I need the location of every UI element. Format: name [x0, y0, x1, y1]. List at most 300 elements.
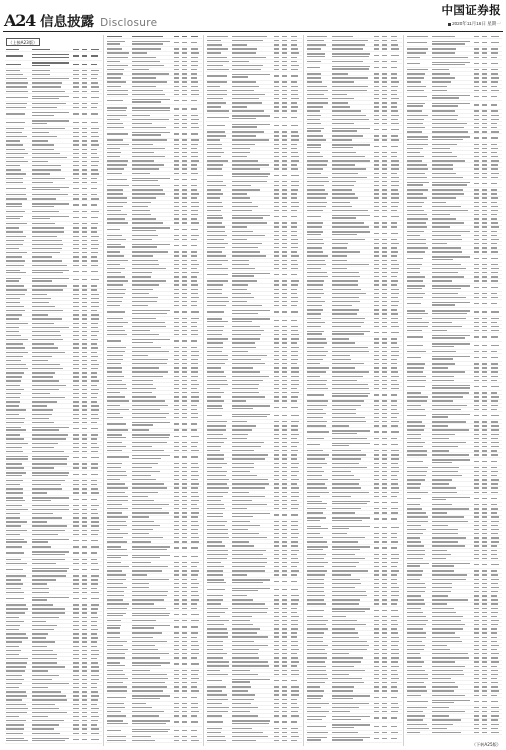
- table-cell: [231, 308, 272, 315]
- table-cell: [72, 380, 81, 383]
- table-cell: [131, 544, 172, 551]
- illegible-text: [291, 268, 299, 269]
- table-cell: [131, 536, 172, 539]
- table-row: [5, 736, 102, 744]
- illegible-text: [107, 533, 129, 534]
- table-cell: [173, 151, 182, 154]
- table-cell: [206, 540, 232, 543]
- table-cell: [81, 355, 90, 358]
- illegible-text: [274, 384, 279, 385]
- table-cell: [173, 727, 182, 734]
- illegible-text: [32, 513, 53, 514]
- table-cell: [131, 56, 172, 59]
- table-cell: [5, 620, 31, 623]
- table-cell: [190, 445, 202, 448]
- illegible-text: [282, 359, 287, 360]
- illegible-text: [73, 629, 78, 630]
- table-cell: [190, 288, 202, 291]
- table-cell: [273, 213, 282, 220]
- illegible-text: [82, 372, 87, 373]
- table-cell: [5, 670, 31, 673]
- table-cell: [131, 681, 172, 684]
- illegible-text: [132, 330, 150, 331]
- table-cell: [72, 400, 81, 403]
- table-cell: [81, 566, 90, 573]
- illegible-text: [82, 650, 87, 651]
- illegible-text: [191, 392, 199, 393]
- illegible-text: [174, 591, 179, 592]
- table-cell: [106, 362, 132, 365]
- illegible-text: [107, 305, 121, 306]
- table-cell: [81, 160, 90, 163]
- illegible-text: [191, 359, 198, 360]
- illegible-text: [82, 499, 87, 500]
- table-cell: [273, 404, 282, 411]
- illegible-text: [291, 479, 299, 480]
- table-cell: [5, 479, 31, 482]
- table-cell: [81, 409, 90, 412]
- illegible-text: [191, 525, 199, 526]
- table-cell: [5, 487, 31, 490]
- illegible-text: [82, 231, 87, 232]
- illegible-text: [82, 188, 87, 189]
- illegible-text: [174, 632, 179, 633]
- illegible-text: [207, 40, 222, 41]
- illegible-text: [32, 393, 50, 394]
- table-cell: [5, 172, 31, 175]
- illegible-text: [82, 217, 87, 218]
- table-cell: [131, 288, 172, 291]
- table-cell: [206, 387, 232, 390]
- illegible-text: [107, 574, 127, 575]
- table-cell: [281, 143, 290, 146]
- table-cell: [173, 574, 182, 577]
- illegible-text: [73, 474, 78, 475]
- illegible-text: [6, 149, 26, 150]
- table-cell: [31, 425, 73, 432]
- illegible-text: [282, 487, 287, 488]
- illegible-text: [182, 119, 187, 120]
- table-cell: [206, 308, 232, 315]
- illegible-text: [132, 280, 165, 281]
- table-cell: [72, 595, 81, 602]
- table-cell: [173, 89, 182, 92]
- illegible-text: [6, 525, 22, 526]
- illegible-text: [182, 144, 187, 145]
- illegible-text: [73, 583, 78, 584]
- table-cell: [206, 528, 232, 531]
- illegible-text: [107, 264, 120, 265]
- illegible-text: [182, 570, 187, 571]
- table-cell: [81, 703, 90, 706]
- illegible-text: [73, 716, 78, 717]
- illegible-text: [274, 305, 279, 306]
- table-cell: [181, 739, 190, 742]
- illegible-text: [207, 355, 228, 356]
- table-cell: [90, 359, 102, 362]
- table-cell: [281, 594, 290, 597]
- table-cell: [273, 627, 282, 630]
- table-row: [5, 110, 102, 118]
- table-cell: [290, 557, 302, 560]
- illegible-text: [291, 454, 297, 455]
- illegible-text: [91, 128, 99, 129]
- illegible-text: [232, 305, 261, 306]
- illegible-text: [282, 407, 287, 408]
- illegible-text: [274, 657, 279, 658]
- illegible-text: [174, 721, 179, 722]
- table-cell: [273, 648, 282, 651]
- table-row: [5, 119, 102, 127]
- table-cell: [81, 719, 90, 722]
- table-cell: [90, 516, 102, 519]
- illegible-text: [274, 392, 279, 393]
- illegible-text: [174, 740, 179, 741]
- table-cell: [290, 271, 302, 278]
- table-cell: [190, 85, 202, 88]
- illegible-text: [274, 264, 279, 265]
- table-cell: [72, 193, 81, 196]
- illegible-text: [182, 697, 187, 698]
- illegible-text: [73, 49, 78, 50]
- table-cell: [131, 114, 172, 117]
- illegible-text: [182, 260, 187, 261]
- illegible-text: [32, 347, 59, 348]
- illegible-text: [174, 305, 179, 306]
- illegible-text: [32, 579, 57, 580]
- illegible-text: [32, 65, 51, 66]
- illegible-text: [32, 422, 55, 423]
- table-cell: [190, 590, 202, 593]
- table-row: [5, 549, 102, 557]
- illegible-text: [274, 566, 279, 567]
- table-cell: [290, 578, 302, 585]
- illegible-text: [6, 248, 19, 249]
- illegible-text: [232, 48, 256, 49]
- table-cell: [81, 549, 90, 556]
- table-cell: [72, 549, 81, 556]
- table-cell: [106, 429, 132, 432]
- illegible-text: [207, 110, 229, 111]
- table-cell: [281, 130, 290, 133]
- table-cell: [181, 151, 190, 154]
- table-cell: [81, 512, 90, 515]
- illegible-text: [191, 108, 197, 109]
- illegible-text: [282, 222, 287, 223]
- illegible-text: [182, 100, 187, 101]
- table-cell: [31, 119, 73, 126]
- table-cell: [106, 735, 132, 738]
- table-cell: [131, 35, 172, 38]
- table-cell: [173, 594, 182, 597]
- table-cell: [131, 660, 172, 667]
- illegible-text: [32, 98, 59, 99]
- illegible-text: [82, 265, 87, 266]
- illegible-text: [191, 330, 198, 331]
- illegible-text: [174, 670, 179, 671]
- table-cell: [281, 631, 290, 634]
- illegible-text: [91, 178, 97, 179]
- table-cell: [106, 263, 132, 266]
- illegible-text: [232, 86, 258, 87]
- table-cell: [90, 512, 102, 515]
- illegible-text: [291, 487, 299, 488]
- illegible-text: [73, 204, 78, 205]
- illegible-text: [182, 69, 187, 70]
- table-cell: [231, 255, 272, 258]
- table-cell: [106, 590, 132, 593]
- table-cell: [106, 532, 132, 535]
- table-cell: [31, 144, 73, 147]
- table-cell: [231, 371, 272, 374]
- illegible-text: [82, 252, 87, 253]
- page-number: A24: [4, 11, 36, 30]
- table-row: [106, 226, 202, 234]
- illegible-text: [182, 173, 187, 174]
- table-row: [206, 412, 302, 420]
- illegible-text: [191, 574, 198, 575]
- illegible-text: [107, 686, 127, 687]
- table-cell: [173, 536, 182, 539]
- illegible-text: [282, 197, 287, 198]
- illegible-text: [207, 641, 223, 642]
- illegible-text: [82, 418, 87, 419]
- table-cell: [273, 284, 282, 287]
- illegible-text: [191, 467, 199, 468]
- table-cell: [273, 631, 282, 634]
- table-cell: [131, 130, 172, 137]
- illegible-text: [107, 280, 129, 281]
- table-cell: [181, 130, 190, 137]
- illegible-text: [107, 678, 128, 679]
- illegible-text: [91, 588, 97, 589]
- illegible-text: [6, 280, 20, 281]
- table-cell: [290, 205, 302, 208]
- table-cell: [90, 102, 102, 105]
- table-cell: [106, 453, 132, 460]
- table-cell: [181, 520, 190, 523]
- illegible-text: [82, 569, 87, 570]
- illegible-text: [232, 467, 253, 468]
- table-cell: [190, 611, 202, 618]
- illegible-text: [232, 69, 261, 70]
- illegible-text: [6, 716, 19, 717]
- table-cell: [31, 127, 73, 130]
- table-cell: [90, 90, 102, 93]
- table-cell: [31, 454, 73, 461]
- illegible-text: [107, 516, 129, 517]
- illegible-text: [73, 306, 78, 307]
- table-cell: [106, 503, 132, 506]
- illegible-text: [107, 512, 122, 513]
- illegible-text: [73, 633, 78, 634]
- illegible-text: [73, 169, 78, 170]
- illegible-text: [82, 211, 87, 212]
- illegible-text: [132, 235, 157, 236]
- table-cell: [81, 578, 90, 581]
- illegible-text: [82, 256, 87, 257]
- table-cell: [173, 188, 182, 191]
- illegible-text: [232, 434, 248, 435]
- illegible-text: [91, 467, 98, 468]
- table-cell: [181, 623, 190, 630]
- table-cell: [231, 689, 272, 692]
- table-cell: [231, 677, 272, 684]
- illegible-text: [6, 637, 29, 638]
- illegible-text: [82, 720, 87, 721]
- illegible-text: [274, 479, 279, 480]
- table-cell: [173, 470, 182, 473]
- illegible-text: [132, 413, 169, 414]
- table-cell: [181, 611, 190, 618]
- table-cell: [181, 735, 190, 738]
- table-cell: [206, 89, 232, 92]
- table-cell: [290, 284, 302, 287]
- illegible-text: [6, 563, 28, 564]
- table-cell: [290, 155, 302, 158]
- table-cell: [173, 114, 182, 117]
- illegible-text: [207, 297, 228, 298]
- table-cell: [273, 511, 282, 518]
- illegible-text: [91, 534, 99, 535]
- illegible-text: [32, 480, 66, 481]
- illegible-text: [73, 393, 78, 394]
- table-cell: [281, 503, 290, 506]
- table-cell: [231, 557, 272, 560]
- table-cell: [5, 334, 31, 337]
- table-cell: [281, 238, 290, 241]
- illegible-text: [191, 388, 197, 389]
- illegible-text: [107, 413, 120, 414]
- table-cell: [131, 379, 172, 382]
- table-cell: [5, 728, 31, 731]
- table-cell: [173, 466, 182, 469]
- illegible-text: [91, 240, 98, 241]
- illegible-text: [232, 392, 259, 393]
- illegible-text: [232, 454, 267, 455]
- illegible-text: [291, 690, 299, 691]
- illegible-text: [107, 632, 121, 633]
- table-cell: [190, 304, 202, 307]
- illegible-text: [291, 260, 298, 261]
- illegible-text: [73, 728, 78, 729]
- table-cell: [281, 607, 290, 610]
- table-cell: [131, 528, 172, 531]
- table-cell: [81, 707, 90, 710]
- illegible-text: [232, 275, 253, 276]
- table-cell: [173, 383, 182, 386]
- table-cell: [290, 221, 302, 224]
- table-cell: [90, 529, 102, 532]
- table-cell: [106, 412, 132, 415]
- table-cell: [273, 93, 282, 96]
- illegible-text: [182, 73, 187, 74]
- illegible-text: [107, 591, 125, 592]
- illegible-text: [174, 214, 179, 215]
- illegible-text: [107, 41, 125, 42]
- illegible-text: [32, 153, 60, 154]
- illegible-text: [282, 131, 287, 132]
- illegible-text: [182, 574, 187, 575]
- illegible-text: [132, 583, 148, 584]
- table-cell: [90, 255, 102, 258]
- illegible-text: [6, 434, 21, 435]
- table-cell: [206, 366, 232, 369]
- illegible-text: [91, 397, 97, 398]
- illegible-text: [207, 44, 223, 45]
- illegible-text: [91, 650, 99, 651]
- table-cell: [181, 126, 190, 129]
- illegible-text: [274, 102, 279, 103]
- table-cell: [81, 127, 90, 130]
- illegible-text: [174, 423, 179, 424]
- illegible-text: [32, 227, 65, 228]
- table-cell: [290, 122, 302, 129]
- table-cell: [231, 325, 272, 328]
- table-cell: [231, 404, 272, 411]
- illegible-text: [6, 385, 20, 386]
- illegible-text: [73, 173, 78, 174]
- illegible-text: [191, 529, 198, 530]
- table-cell: [181, 491, 190, 494]
- illegible-text: [282, 280, 287, 281]
- illegible-text: [32, 211, 60, 212]
- illegible-text: [182, 429, 187, 430]
- table-cell: [231, 565, 272, 568]
- illegible-text: [132, 715, 159, 716]
- table-cell: [173, 640, 182, 643]
- illegible-text: [82, 223, 87, 224]
- illegible-text: [82, 683, 87, 684]
- table-cell: [290, 333, 302, 336]
- illegible-text: [191, 119, 199, 120]
- table-cell: [31, 367, 73, 370]
- table-cell: [5, 558, 31, 561]
- table-cell: [31, 334, 73, 337]
- table-cell: [31, 164, 73, 167]
- table-cell: [273, 561, 282, 564]
- illegible-text: [274, 367, 279, 368]
- table-cell: [173, 652, 182, 655]
- table-cell: [290, 234, 302, 237]
- illegible-text: [207, 351, 223, 352]
- illegible-text: [207, 347, 223, 348]
- illegible-text: [282, 106, 287, 107]
- table-cell: [131, 234, 172, 237]
- table-cell: [106, 238, 132, 241]
- illegible-text: [82, 525, 87, 526]
- table-cell: [90, 645, 102, 648]
- illegible-text: [73, 285, 78, 286]
- illegible-text: [207, 513, 223, 514]
- table-cell: [90, 483, 102, 486]
- illegible-text: [73, 194, 78, 195]
- table-cell: [206, 213, 232, 220]
- table-cell: [281, 81, 290, 84]
- table-cell: [206, 631, 232, 634]
- table-cell: [131, 192, 172, 195]
- illegible-text: [32, 157, 68, 158]
- illegible-text: [182, 297, 187, 298]
- table-cell: [181, 209, 190, 212]
- table-cell: [281, 180, 290, 183]
- table-cell: [190, 284, 202, 287]
- table-cell: [5, 384, 31, 387]
- illegible-text: [32, 352, 65, 353]
- illegible-text: [232, 508, 247, 509]
- table-cell: [181, 337, 190, 344]
- illegible-text: [174, 467, 179, 468]
